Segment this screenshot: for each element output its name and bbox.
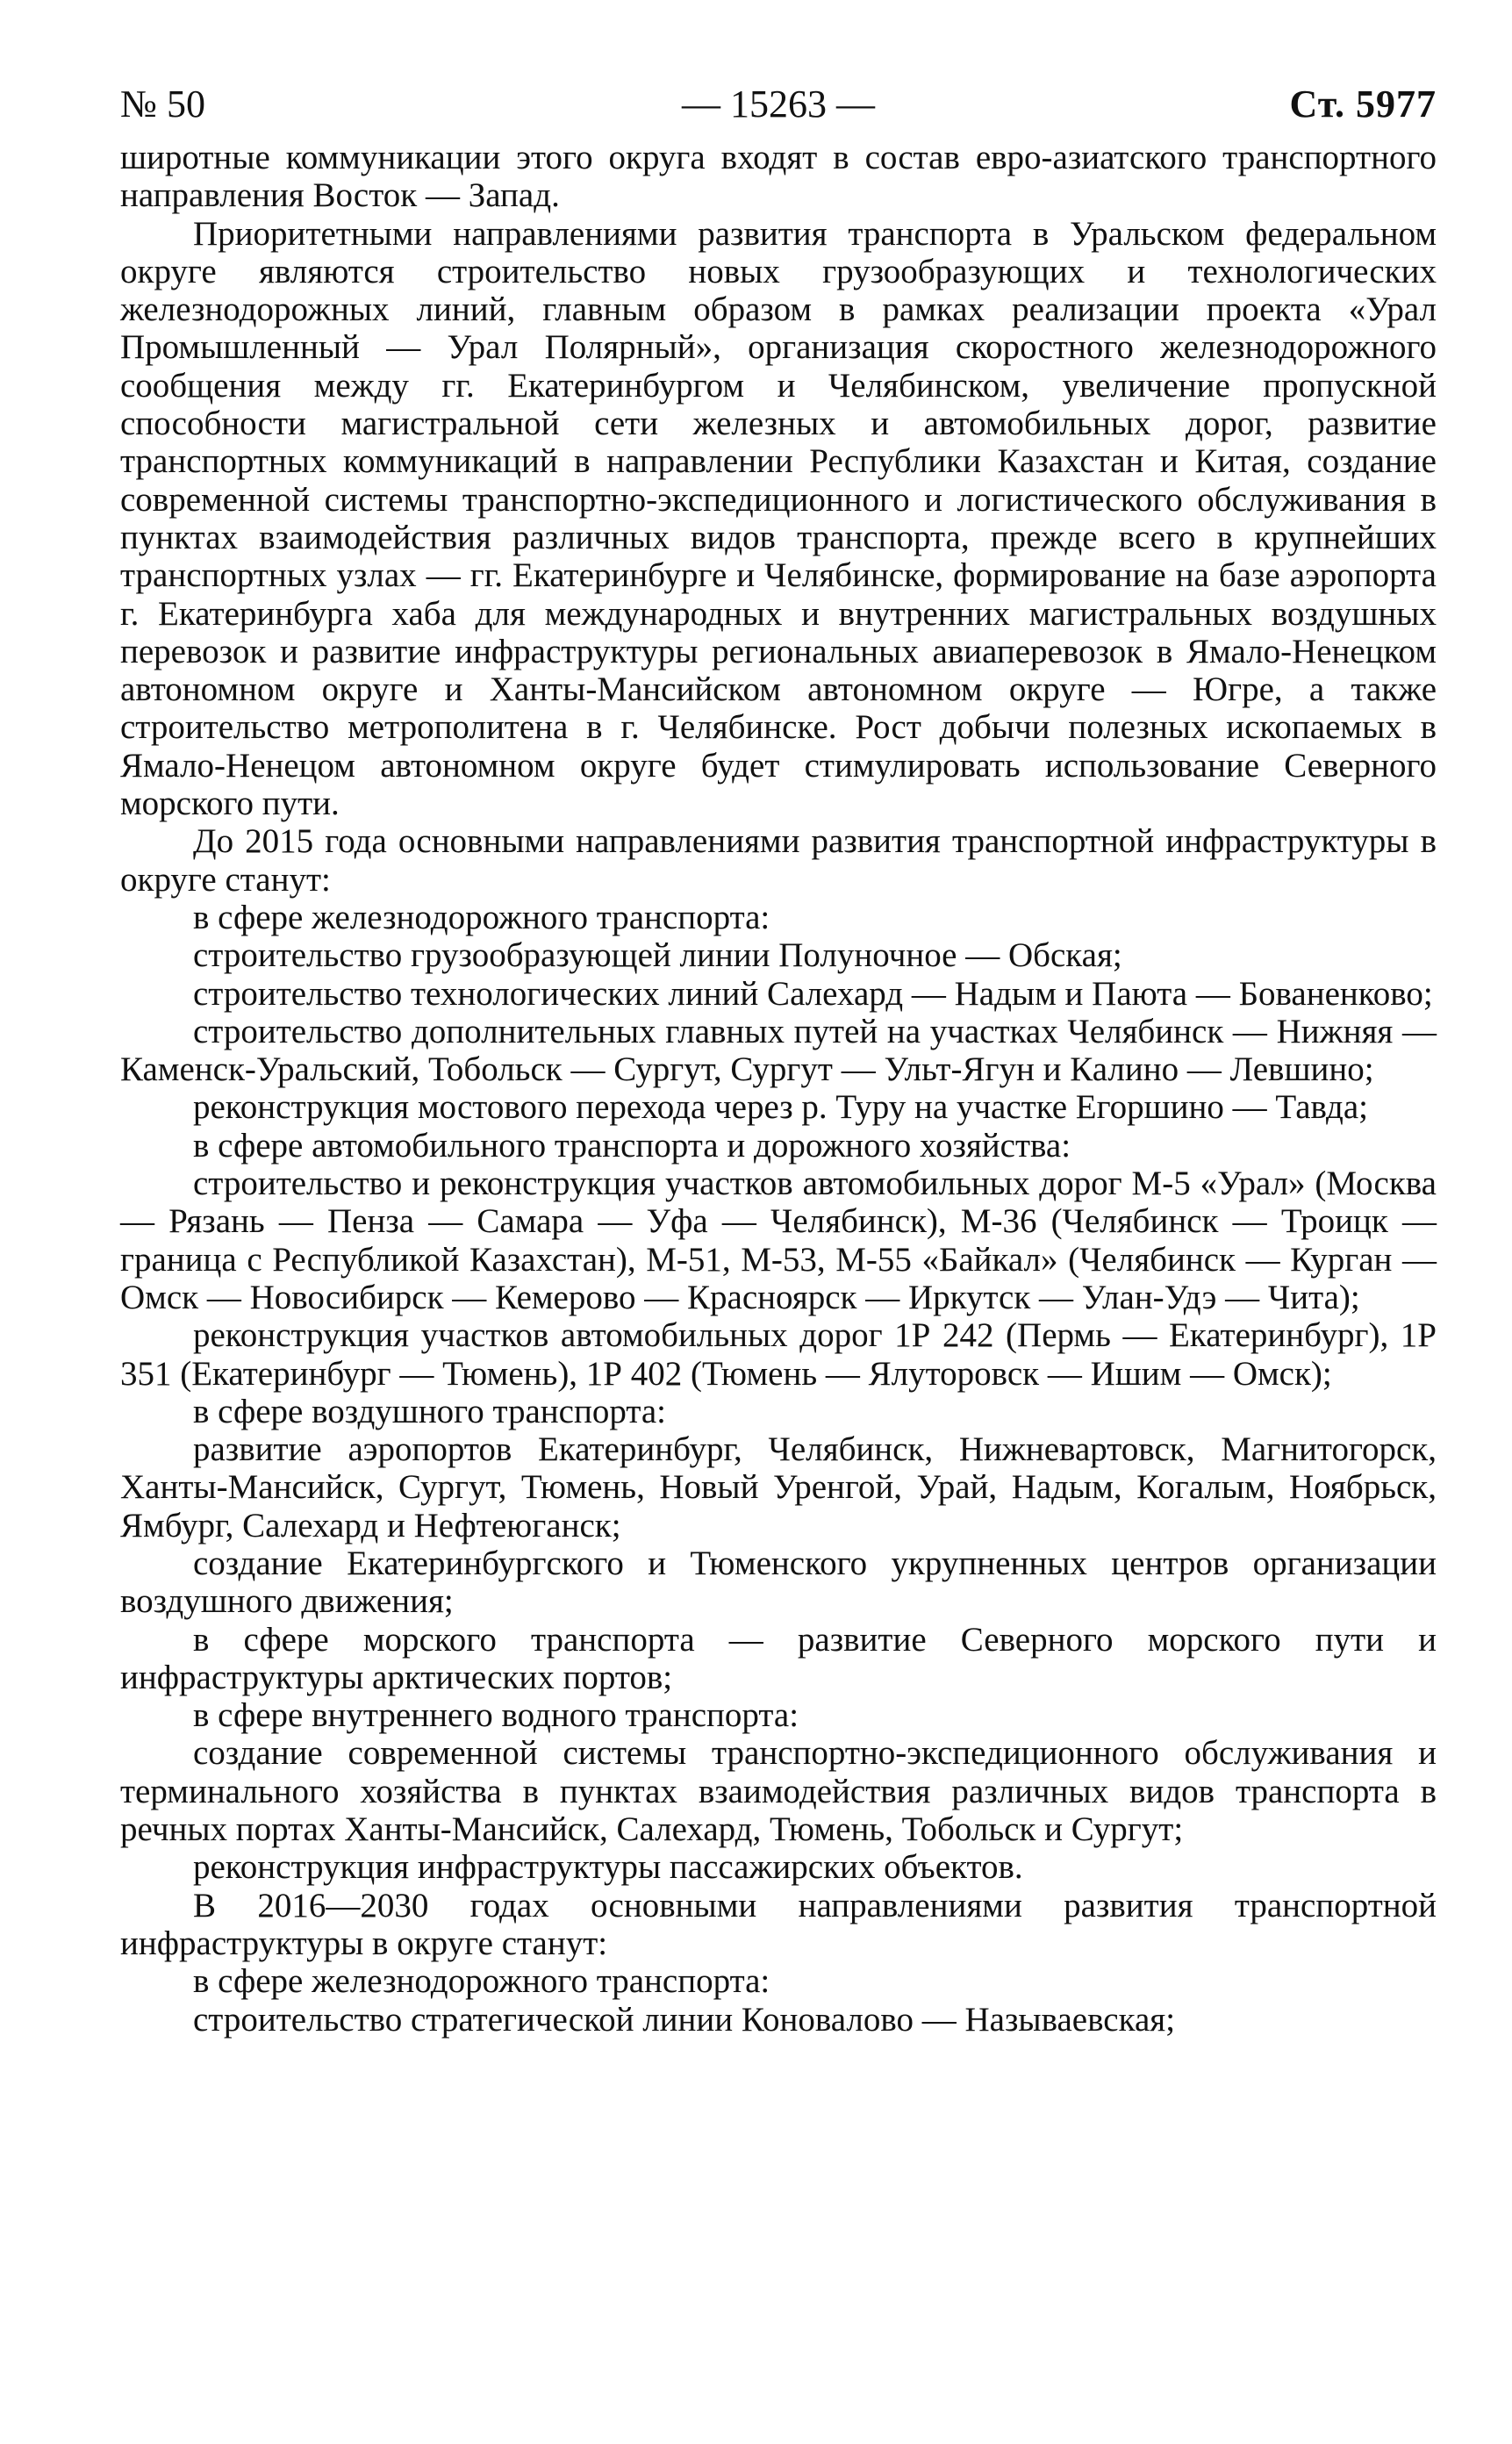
paragraph: в сфере морского транспорта — развитие Северного морского пути и инфраструктуры арктических портов; — [120, 1620, 1437, 1696]
paragraph: строительство стратегической линии Коновалово — Называевская; — [193, 2000, 1176, 2039]
paragraph: строительство грузообразующей линии Полуночное — Обская; — [193, 936, 1122, 975]
document-body — [120, 139, 1437, 2039]
paragraph: создание Екатеринбургского и Тюменского укрупненных центров организации воздушного движения; — [120, 1544, 1437, 1621]
paragraph: До 2015 года основными направлениями развития транспортной инфраструктуры в округе станут: — [120, 822, 1437, 899]
document-page — [120, 77, 1437, 2039]
paragraph: реконструкция инфраструктуры пассажирских объектов. — [193, 1848, 1023, 1887]
paragraph: Приоритетными направлениями развития транспорта в Уральском федеральном округе являются строительство новых грузообразующих и технологических железнодорожных линий, главным образом в рамках реализации проекта «Урал Промышленный — Урал Полярный», организация скоростного железнодорожного сообщения между гг. Екатеринбургом и Челябинском, увеличение пропускной способности магистральной сети железных и автомобильных дорог, развитие транспортных коммуникаций в направлении Республики Казахстан и Китая, создание современной системы транспортно-экспедиционного и логистического обслуживания в пунктах взаимодействия различных видов транспорта, прежде всего в крупнейших транспортных узлах — гг. Екатеринбурге и Челябинске, формирование на базе аэропорта г. Екатеринбурга хаба для международных и внутренних магистральных воздушных перевозок и развитие инфраструктуры региональных авиаперевозок в Ямало-Ненецком автономном округе и Ханты-Мансийском автономном округе — Югре, а также строительство метрополитена в г. Челябинске. Рост добычи полезных ископаемых в Ямало-Ненецом автономном округе будет стимулировать использование Северного морского пути. — [120, 214, 1437, 823]
paragraph: реконструкция участков автомобильных дорог 1Р 242 (Пермь — Екатеринбург), 1Р 351 (Екатеринбург — Тюмень), 1Р 402 (Тюмень — Ялуторовск — Ишим — Омск); — [120, 1316, 1437, 1393]
paragraph: В 2016—2030 годах основными направлениями развития транспортной инфраструктуры в округе станут: — [120, 1886, 1437, 1962]
page-header — [120, 77, 1437, 132]
page-number: — 15263 — — [682, 82, 875, 125]
paragraph: создание современной системы транспортно-экспедиционного обслуживания и терминального хозяйства в пунктах взаимодействия различных видов транспорта в речных портах Ханты-Мансийск, Салехард, Тюмень, Тобольск и Сургут; — [120, 1734, 1437, 1849]
paragraph: широтные коммуникации этого округа входят в состав евро-азиатского транспортного направления Восток — Запад. — [120, 139, 1437, 215]
paragraph: в сфере железнодорожного транспорта: — [193, 898, 770, 936]
paragraph: строительство технологических линий Салехард — Надым и Паюта — Бованенково; — [193, 974, 1433, 1013]
article-number: Ст. 5977 — [1289, 82, 1437, 125]
paragraph: развитие аэропортов Екатеринбург, Челябинск, Нижневартовск, Магнитогорск, Ханты-Мансийск, Сургут, Тюмень, Новый Уренгой, Урай, Надым, Когалым, Ноябрьск, Ямбург, Салехард и Нефтеюганск; — [120, 1430, 1437, 1545]
paragraph: в сфере автомобильного транспорта и дорожного хозяйства: — [193, 1126, 1071, 1165]
paragraph: в сфере воздушного транспорта: — [193, 1392, 666, 1430]
paragraph: в сфере железнодорожного транспорта: — [193, 1962, 770, 2001]
paragraph: реконструкция мостового перехода через р. Туру на участке Егоршино — Тавда; — [193, 1088, 1368, 1127]
paragraph: строительство дополнительных главных путей на участках Челябинск — Нижняя — Каменск-Уральский, Тобольск — Сургут, Сургут — Ульт-Ягун и Калино — Левшино; — [120, 1012, 1437, 1089]
issue-number: № 50 — [120, 82, 205, 125]
paragraph: в сфере внутреннего водного транспорта: — [193, 1696, 799, 1735]
paragraph: строительство и реконструкция участков автомобильных дорог М-5 «Урал» (Москва — Рязань — Пенза — Самара — Уфа — Челябинск), М-36 (Челябинск — Троицк — граница с Республикой Казахстан), М-51, М-53, М-55 «Байкал» (Челябинск — Курган — Омск — Новосибирск — Кемерово — Красноярск — Иркутск — Улан-Удэ — Чита); — [120, 1165, 1437, 1316]
